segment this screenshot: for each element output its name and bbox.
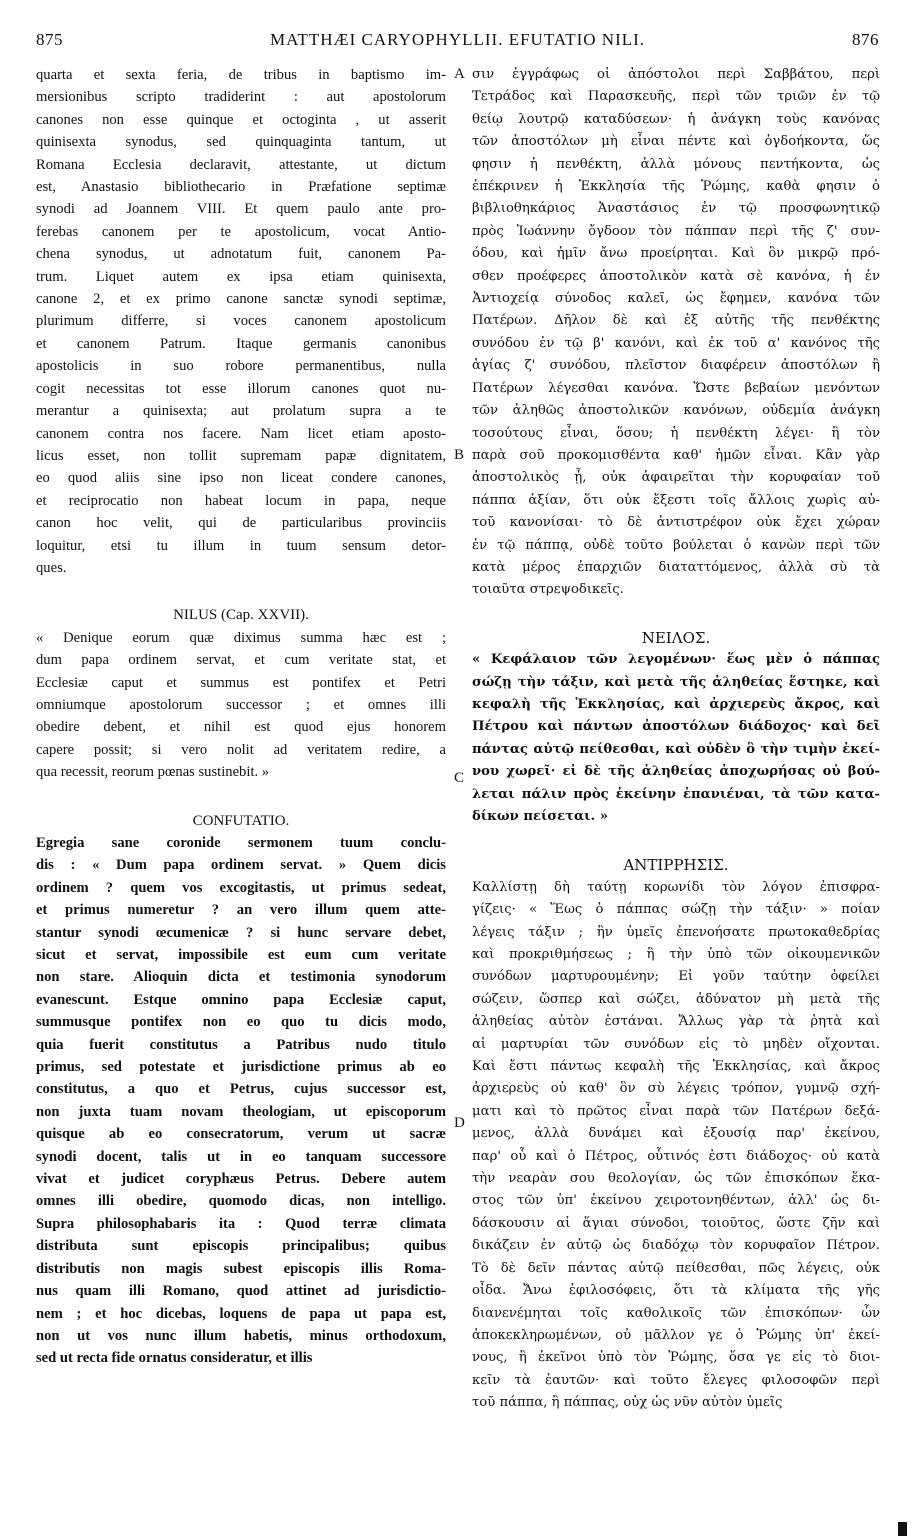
text-line: πρὸς Ἰωάννην ὄγδοον τὸν πάππαν περὶ τῆς ζ' συν- <box>472 223 880 239</box>
text-line: ἁγίας ζ' συνόδου, πλεῖστον διαφέρειν ἀποστόλων ἢ <box>472 358 880 374</box>
text-line: synodi docent, talis ut in eo tanquam successore <box>36 1148 446 1165</box>
text-line: σώζῃ τὴν τάξιν, καὶ μετὰ τῆς ἀληθείας ἕστηκε, καὶ <box>472 674 880 690</box>
confutatio-paragraph <box>36 832 446 1370</box>
text-line: τοῦ κανονίσαι· τὸ δὲ ἀντιστρέφον οὐκ ἔχει χώραν <box>472 515 880 531</box>
text-line: canon hoc velit, qui de particularibus provinciis <box>36 515 446 532</box>
text-line: αἱ μαρτυρίαι τῶν συνόδων εἰς τὸ μηδὲν οἴχονται. <box>472 1036 880 1052</box>
text-line: sicut et servat, impossibile est eum cum veritate <box>36 947 446 963</box>
text-line: Τετράδος καὶ Παρασκευῆς, περὶ τῶν τριῶν ἐν τῷ <box>472 89 880 105</box>
text-line: plurimum differre, si voces canonem apostolicum <box>36 313 446 330</box>
text-line: quisque ab eo consecratorum, verum ut sacræ <box>36 1126 446 1143</box>
text-line: ἀρχιερεὺς οὐ καθ' ὃν σὺ λέγεις τρόπον, γυμνῷ σχή- <box>472 1081 880 1097</box>
text-line: καὶ προκριθμήσεως ; ἢ τὴν ὑπὸ τῶν οἰκουμενικῶν <box>472 947 880 962</box>
text-line: dis : « Dum papa ordinem servat. » Quem dicis <box>36 857 446 874</box>
text-line: παρὰ σοῦ προκομισθέντα καθ' ἡμῶν εἶναι. Κἂν γὰρ <box>472 447 880 463</box>
text-line: Καλλίστῃ δὴ ταύτῃ κορωνίδι τὸν λόγον ἐπισφρα- <box>472 879 880 895</box>
margin-letter-b: B <box>454 447 465 463</box>
text-line: δίκων πείσεται. » <box>472 808 608 824</box>
text-line: φησιν ἡ πενθέκτη, ἀλλὰ μόνους πεντήκοντα, ὡς <box>472 156 880 172</box>
text-line: evanescunt. Estque omnino papa Ecclesiæ caput, <box>36 991 446 1008</box>
text-line: στος τῶν ὑπ' ἐκείνου χειροτονηθέντων, ἀλλ' ὡς δι- <box>472 1193 880 1209</box>
margin-letter-d: D <box>454 1115 465 1131</box>
text-line: ques. <box>36 559 67 576</box>
text-line: τῶν ἀληθῶς ἀποστολικῶν κανόνων, οὐδεμία ἀνάγκη <box>472 403 880 419</box>
text-line: licus esset, non tollit supremam papæ dignitatem, <box>36 447 446 464</box>
text-line: synodi ad Joannem VIII. Et quem paulo ante pro- <box>36 201 446 218</box>
text-line: σώζειν, ὥσπερ καὶ σώζει, ἀδύνατον μὴ μετὰ τῆς <box>472 991 880 1007</box>
text-line: nem ; et hoc dicebas, loquens de papa ut papa est, <box>36 1305 446 1322</box>
text-line: σιν ἐγγράφως οἱ ἀπόστολοι περὶ Σαββάτου, περὶ <box>472 67 880 82</box>
text-line: ferebas canonem per te apostolicum, vocat Antio- <box>36 223 446 240</box>
text-line: trum. Liquet autem ex ipsa etiam quinisexta, <box>36 268 446 285</box>
text-line: δάσκουσιν αἱ ἅγιαι σύνοδοι, τοιοῦτος, ὥστε ζῆν καὶ <box>472 1215 880 1231</box>
text-line: Supra philosophabaris ita : Quod terræ climata <box>36 1215 446 1232</box>
text-line: τοιαῦτα στρεψοδικεῖς. <box>472 582 624 598</box>
text-line: vivat et judicet coryphæus Petrus. Debere autem <box>36 1171 446 1188</box>
text-line: συνόδων μαρτυρουμένην; Εἰ γοῦν ταύτην ὀφείλει <box>472 969 880 985</box>
greek-intro-paragraph <box>472 64 880 602</box>
text-line: γίζεις· « Ἕως ὁ πάππας σώζῃ τὴν τάξιν· » ποίαν <box>472 902 880 918</box>
text-line: Τὸ δὲ δεῖν πάντας αὐτῷ πείθεσθαι, πῶς λέγεις, οὐκ <box>472 1260 880 1276</box>
text-line: omniumque apostolorum successor ; et omnes illi <box>36 696 446 713</box>
text-line: chena synodus, ut adnotatum fuit, canonem Pa- <box>36 246 446 263</box>
text-line: ἀποκεκληρωμένων, οὐ μᾶλλον γε ὁ Ῥώμης ὑπ' ἐκεί- <box>472 1327 880 1343</box>
nilus-quote-paragraph <box>36 627 446 784</box>
text-line: canone 2, et ex primo canone sanctæ synodi septimæ, <box>36 291 446 308</box>
text-line: ἀποστολικὸς ᾖ, οὐκ ἀφαιρεῖται τὴν κορυφαίαν τοῦ <box>472 470 880 486</box>
text-line: « Κεφάλαιον τῶν λεγομένων· ἕως μὲν ὁ πάππας <box>472 652 880 668</box>
text-line: quinisexta synodus, sed quinquaginta tantum, ut <box>36 134 446 151</box>
text-line: stantur synodi œcumenicæ ? si hunc servare debet, <box>36 924 446 941</box>
text-line: τὴν νεαρὰν σου θεολογίαν, ὡς τῶν ἐπισκόπων ἕκα- <box>472 1171 880 1187</box>
neilos-quote-paragraph <box>472 649 880 828</box>
latin-intro-paragraph <box>36 64 446 579</box>
text-line: non juxta tuam novam theologiam, ut episcoporum <box>36 1103 446 1120</box>
text-line: κατὰ μέρος ἐπαρχιῶν διαταττόμενος, ἀλλὰ σὺ τὰ <box>472 559 880 575</box>
text-line: dum papa ordinem servat, et cum veritate stat, et <box>36 652 446 669</box>
text-line: summusque pontifex non eo quo tu dicis modo, <box>36 1014 446 1031</box>
text-line: et reciprocatio non habeat locum in papa, neque <box>36 492 446 509</box>
text-line: μενος, ἀλλὰ δυνάμει καὶ ἐξουσίᾳ παρ' ἐκείνου, <box>472 1126 880 1142</box>
text-line: non ut vos nunc illum habetis, minus orthodoxum, <box>36 1327 446 1344</box>
text-line: ἀληθείας αὐτὸν ἑστάναι. Ἄλλως γὰρ τὰ ῥητὰ καὶ <box>472 1014 880 1030</box>
running-title: MATTHÆI CARYOPHYLLII. EFUTATIO NILI. <box>269 30 646 49</box>
text-line: νου χωρεῖ· εἰ δὲ τῆς ἀληθείας ἀποχωρήσας οὐ βού- <box>472 764 880 780</box>
text-line: βιβλιοθηκάριος Ἀναστάσιος ἐν τῷ προσφωνητικῷ <box>472 201 880 217</box>
nilus-heading: NILUS (Cap. XXVII). <box>173 607 309 624</box>
text-line: et canonem Patrum. Itaque germanis canonibus <box>36 335 446 352</box>
text-line: σθεν προέφερες ἀποστολικὸν κατὰ σὲ κανόνα, ἡ ἐν <box>472 268 880 284</box>
antirrhesis-paragraph <box>472 877 880 1415</box>
text-line: Egregia sane coronide sermonem tuum conclu- <box>36 834 446 851</box>
text-line: quia fuerit constitutus a Patribus nudo titulo <box>36 1036 446 1053</box>
text-line: Romana Ecclesia declaravit, attestante, ut dictum <box>36 156 446 173</box>
page-number-left: 875 <box>36 30 63 49</box>
text-line: constitutus, a quo et Petrus, cujus successor est, <box>36 1081 446 1098</box>
text-line: πάντας αὐτῷ πείθεσθαι, καὶ οὐδὲν ὃ τὴν τιμὴν ἐκεί- <box>472 741 880 757</box>
text-line: τοσούτους εἶναι, ὅσου; ἡ πενθέκτη λέγει· ἢ τὸν <box>472 425 880 441</box>
text-line: quarta et sexta feria, de tribus in baptismo im- <box>36 67 446 83</box>
text-line: Ecclesiæ caput et summus est pontifex et Petri <box>36 674 446 691</box>
text-line: νους, ἢ ἐκεῖνοι ὑπὸ τὸν Ῥώμης, ὅσα γε εἰς τὸ διοι- <box>472 1350 880 1366</box>
text-line: canones non esse quinque et octoginta , ut asserit <box>36 111 446 128</box>
text-line: distributa sunt episcopis principalibus; quibus <box>36 1238 446 1255</box>
text-line: merantur a quinisexta; aut prolatum supra a te <box>36 403 446 420</box>
text-line: Πατέρων λέγεσθαι κανόνα. Ὥστε βεβαίων μενόντων <box>472 380 880 396</box>
greek-column <box>472 64 880 1415</box>
text-line: apostolicis in suo robore permanentibus, nulla <box>36 358 446 375</box>
text-line: omnes illi obedire, quomodo dicas, non intelligo. <box>36 1193 446 1210</box>
text-line: ordinem ? quem vos excogitastis, ut primus sedeat, <box>36 879 446 896</box>
text-line: κεφαλὴ τῆς Ἐκκλησίας, καὶ ἀρχιερεὺς ἄκρος, καὶ <box>472 696 880 712</box>
text-line: τῶν ἀποστόλων μὴ εἶναι πέντε καὶ ὀγδοήκοντα, ὥς <box>472 134 880 150</box>
latin-column <box>36 64 446 1370</box>
text-line: κεῖν τὰ ἑαυτῶν· καὶ τοῦτο ἔλεγες φιλοσοφῶν περὶ <box>472 1372 880 1388</box>
text-line: Καὶ ἔστι πάντως κεφαλὴ τῆς Ἐκκλησίας, καὶ ἄκρος <box>472 1059 880 1075</box>
text-line: est, Anastasio bibliothecario in Præfatione septimæ <box>36 179 446 196</box>
text-line: παρ' οὗ καὶ ὁ Πέτρος, οὗτινός ἐστι διάδοχος· οὐ κατὰ <box>472 1148 880 1164</box>
text-line: ματι καὶ τὸ πρῶτος εἶναι παρὰ τῶν Πατέρων δεξά- <box>472 1103 880 1119</box>
text-line: loquitur, etsi tu illum in tuum sensum detor- <box>36 537 446 554</box>
text-line: eo quod aliis sine ipso non liceat condere canones, <box>36 470 446 487</box>
text-line: non stare. Alioquin dicta et testimonia synodorum <box>36 969 446 986</box>
text-line: ἐν τῷ πάππᾳ, οὐδὲ τοῦτο βούλεται ὁ κανὼν περὶ τῶν <box>472 537 880 553</box>
page-number-right: 876 <box>852 30 879 49</box>
page-header <box>36 30 879 60</box>
text-line: mersionibus scripto tradiderint : aut apostolorum <box>36 89 446 106</box>
text-line: δικάζειν ἐν αὐτῷ ὡς διαδόχῳ τὸν κορυφαῖον Πέτρον. <box>472 1238 880 1254</box>
text-line: cogit necessitas tot esse illorum canones quot nu- <box>36 380 446 397</box>
text-line: ἐπέκρινεν ἡ Ἐκκλησία τῆς Ῥώμης, καθὰ φησιν ὁ <box>472 179 880 195</box>
text-line: obedire debent, et nihil est quod ejus honorem <box>36 719 446 736</box>
text-line: canonem contra nos facere. Nam licet etiam aposto- <box>36 425 446 442</box>
antirrhesis-heading: ΑΝΤΙΡΡΗΣΙΣ. <box>623 856 729 875</box>
text-line: Ἀντιοχείᾳ σύνοδος καλεῖ, ὡς ἔφημεν, κανόνα τῶν <box>472 291 880 307</box>
text-line: τοῦ πάππα, ἢ πάππας, οὐχ ὡς νῦν αὐτὸν ὑμεῖς <box>472 1395 783 1411</box>
text-line: capere possit; si vero nolit ad veritatem redire, a <box>36 741 446 758</box>
text-line: sed ut recta fide ornatus consideratur, et illis <box>36 1350 313 1367</box>
text-line: « Denique eorum quæ diximus summa hæc est ; <box>36 629 446 646</box>
text-line: διανενέμηται τοῖς καθολικοῖς τῶν ἐπισκόπων· ὧν <box>472 1305 880 1321</box>
text-line: Πατέρων. Δῆλον δὲ καὶ ἐξ αὐτῆς τῆς πενθέκτης <box>472 313 880 329</box>
text-line: λέγεις τάξιν ; ἣν ὑμεῖς ἐπενοήσατε πρωτοκαθεδρίας <box>472 924 880 940</box>
text-line: λεται πάλιν πρὸς ἐκείνην ἐπανιέναι, τὰ τῶν κατα- <box>472 786 880 802</box>
corner-mark <box>898 1522 907 1536</box>
text-line: Πέτρου καὶ πάντων ἀποστόλων διάδοχος· καὶ δεῖ <box>472 719 880 735</box>
text-line: συνόδου ἐν τῷ β' κανόνι, καὶ ἐκ τοῦ α' κανόνος τῆς <box>472 335 880 351</box>
text-line: nus quam illi Romano, quod attinet ad jurisdictio- <box>36 1283 446 1300</box>
text-line: qua recessit, reorum pœnas sustinebit. » <box>36 764 270 781</box>
text-line: πάππα ἀξίαν, ὅτι οὐκ ἔξεστι τοῖς ἄλλοις χωρὶς αὐ- <box>472 492 880 508</box>
confutatio-heading: CONFUTATIO. <box>192 812 290 829</box>
text-line: distributis non magis subest episcopis illis Roma- <box>36 1260 446 1277</box>
neilos-heading: ΝΕΙΛΟΣ. <box>641 628 711 647</box>
margin-letter-a: A <box>454 66 465 82</box>
text-line: et primus numeretur ? an vero illum quem atte- <box>36 902 446 919</box>
text-line: οἶδα. Ἄνω ἐφιλοσόφεις, ὅτι τὰ κλίματα τῆς γῆς <box>472 1283 880 1299</box>
text-line: primus, sed potestate et jurisdictione primus ab eo <box>36 1059 446 1076</box>
margin-letter-c: C <box>454 770 465 786</box>
text-line: θείῳ λουτρῷ καταδύσεων· ἡ ἀνάγκη τοὺς κανόνας <box>472 111 880 127</box>
text-line: όδου, καὶ ἡμῖν ἄνω προείρηται. Καὶ ὃν μικρῷ πρό- <box>472 246 880 262</box>
